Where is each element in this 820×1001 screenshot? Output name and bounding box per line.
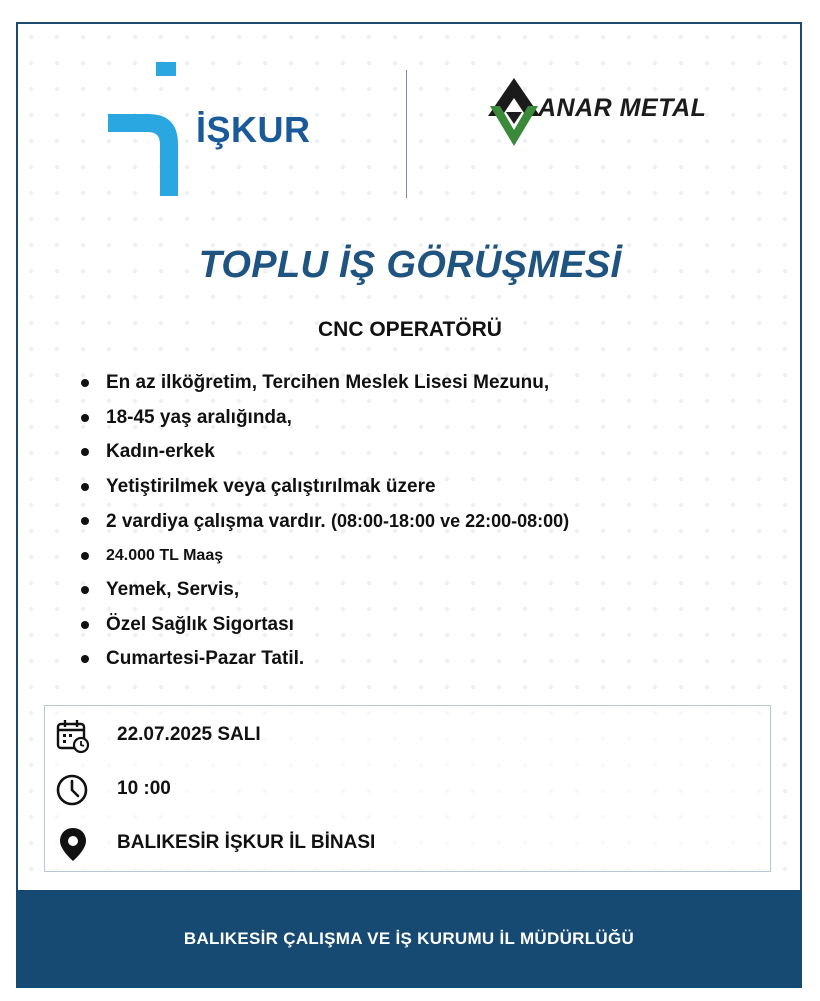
requirement-item: 24.000 TL Maaş	[80, 541, 569, 576]
bullet-icon	[81, 448, 89, 456]
bullet-icon	[81, 517, 89, 525]
footer-banner	[16, 890, 802, 988]
event-time-row	[55, 772, 755, 812]
requirement-item: 2 vardiya çalışma vardır. (08:00-18:00 ve 22:00-08:00)	[80, 506, 569, 541]
requirement-item: 18-45 yaş aralığında,	[80, 403, 569, 438]
clock-icon	[55, 772, 91, 808]
bullet-icon	[81, 586, 89, 594]
requirements-list	[80, 368, 569, 679]
event-details-box	[44, 705, 771, 872]
iskur-logo-text: İŞKUR	[196, 109, 311, 150]
requirement-item: Yemek, Servis,	[80, 575, 569, 610]
logo-divider	[406, 70, 407, 198]
requirement-item: Yetiştirilmek veya çalıştırılmak üzere	[80, 472, 569, 507]
event-date-row	[55, 718, 755, 758]
event-location-row	[55, 826, 755, 866]
bullet-icon	[81, 483, 89, 491]
event-location: BALIKESİR İŞKUR İL BİNASI	[117, 832, 376, 853]
requirement-item: Cumartesi-Pazar Tatil.	[80, 644, 569, 679]
bullet-icon	[81, 552, 89, 560]
location-pin-icon	[55, 826, 91, 862]
position-title: CNC OPERATÖRÜ	[318, 318, 502, 341]
bullet-icon	[81, 414, 89, 422]
footer-text: BALIKESİR ÇALIŞMA VE İŞ KURUMU İL MÜDÜRLÜĞÜ	[183, 929, 635, 948]
event-time: 10 :00	[117, 778, 171, 799]
anar-metal-logo-text: ANAR METAL	[538, 94, 707, 122]
requirement-item: En az ilköğretim, Tercihen Meslek Lisesi Mezunu,	[80, 368, 569, 403]
requirement-item: Özel Sağlık Sigortası	[80, 610, 569, 645]
bullet-icon	[81, 379, 89, 387]
shift-hours: (08:00-18:00 ve 22:00-08:00)	[331, 511, 570, 531]
page-title: TOPLU İŞ GÖRÜŞMESİ	[198, 244, 622, 286]
bullet-icon	[81, 655, 89, 663]
event-date: 22.07.2025 SALI	[117, 724, 261, 745]
calendar-icon	[55, 718, 91, 754]
bullet-icon	[81, 621, 89, 629]
requirement-item: Kadın-erkek	[80, 437, 569, 472]
